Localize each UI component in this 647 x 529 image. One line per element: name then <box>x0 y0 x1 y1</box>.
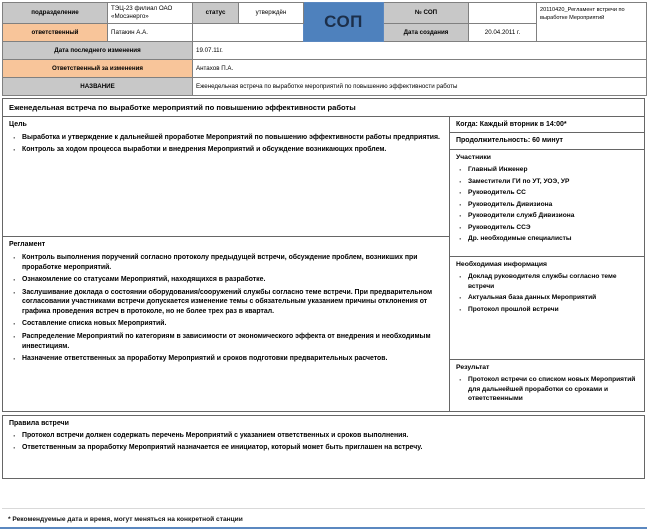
header-row-4 <box>3 60 647 78</box>
list-item: · Протокол встречи со списком новых Мероприятий для дальнейшей проработки со сроками и ответственными <box>456 375 638 404</box>
regulations-list <box>9 253 443 363</box>
participants-heading: Участники <box>456 153 491 161</box>
sop-badge-label: СОП <box>324 11 363 31</box>
change-responsible-label: Ответственный за изменения <box>3 60 193 78</box>
change-responsible-value: Антахов П.А. <box>193 60 647 78</box>
regulations-section <box>3 237 449 410</box>
list-item: · Назначение ответственных за проработку Мероприятий и сроков подготовки предварительных расчетов. <box>9 354 443 364</box>
status-label: статус <box>193 3 239 24</box>
goal-section <box>3 117 449 237</box>
department-label: подразделение <box>3 3 108 24</box>
meeting-duration: Продолжительность: 60 минут <box>450 133 644 149</box>
right-column <box>450 117 644 410</box>
list-item: · Контроль за ходом процесса выработки и внедрения Мероприятий и обсуждение возникающих проблем. <box>9 145 443 155</box>
list-item: · Доклад руководителя службы согласно теме встречи <box>456 272 638 291</box>
header-row-5 <box>3 78 647 96</box>
document-name-label: НАЗВАНИЕ <box>3 78 193 96</box>
meeting-rules-list <box>9 431 638 453</box>
list-item: · Руководители служб Дивизиона <box>456 211 638 221</box>
meeting-when: Когда: Каждый вторник в 14:00* <box>450 117 644 133</box>
document-name-value: Еженедельная встреча по выработке мероприятий по повышению эффективности работы <box>193 78 647 96</box>
header-row-1 <box>3 3 647 24</box>
creation-date-label: Дата создания <box>384 24 469 42</box>
document-header-table <box>2 2 647 96</box>
list-item: · Заслушивание доклада о состоянии оборудования/сооружений службы согласно теме встречи. При предварительном согласовании участниками встречи допускается изменение темы с обязательным указанием причины отклонения от графика проведения встреч в протоколе, но не более трех раз в квартал. <box>9 288 443 317</box>
list-item: · Руководитель СС <box>456 188 638 198</box>
responsible-value: Патакин А.А. <box>108 24 193 42</box>
list-item: · Выработка и утверждение к дальнейшей проработке Мероприятий по повышению эффективности работы предприятия. <box>9 133 443 143</box>
required-info-section <box>450 257 644 360</box>
list-item: · Руководитель Дивизиона <box>456 200 638 210</box>
footnote-text: * Рекомендуемые дата и время, могут меняться на конкретной станции <box>8 516 243 523</box>
required-info-list <box>456 272 638 314</box>
sop-number-value <box>469 3 537 24</box>
result-section <box>450 360 644 411</box>
sop-number-label: № СОП <box>384 3 469 24</box>
header-empty-cell <box>193 24 304 42</box>
responsible-label: ответственный <box>3 24 108 42</box>
list-item: · Заместители ГИ по УТ, УОЭ, УР <box>456 177 638 187</box>
status-value: утверждён <box>239 3 304 24</box>
list-item: · Контроль выполнения поручений согласно протоколу предыдущей встречи, обсуждение проблем, возникших при проработке мероприятий. <box>9 253 443 273</box>
result-heading: Результат <box>456 363 490 371</box>
bottom-divider <box>2 508 645 509</box>
last-change-label: Дата последнего изменения <box>3 42 193 60</box>
creation-date-value: 20.04.2011 г. <box>469 24 537 42</box>
list-item: · Др. необходимые специалисты <box>456 234 638 244</box>
list-item: · Протокол прошлой встречи <box>456 305 638 315</box>
body-columns <box>3 117 644 410</box>
list-item: · Ответственным за проработку Мероприятий назначается ее инициатор, который может быть приглашен на встречу. <box>9 443 638 453</box>
department-value: ТЭЦ-23 филиал ОАО «Мосэнерго» <box>108 3 193 24</box>
participants-section <box>450 150 644 257</box>
header-row-3 <box>3 42 647 60</box>
list-item: · Распределение Мероприятий по категориям в зависимости от экономического эффекта от внедрения и необходимым инвестициям. <box>9 332 443 352</box>
last-change-value: 19.07.11г. <box>193 42 647 60</box>
list-item: · Актуальная база данных Мероприятий <box>456 293 638 303</box>
list-item: · Главный Инженер <box>456 165 638 175</box>
meeting-rules-section <box>2 415 645 479</box>
list-item: · Ознакомление со статусами Мероприятий, находящихся в разработке. <box>9 275 443 285</box>
required-info-heading: Необходимая информация <box>456 260 548 268</box>
result-list <box>456 375 638 404</box>
list-item: · Руководитель ССЭ <box>456 223 638 233</box>
regulations-heading: Регламент <box>9 241 46 249</box>
goal-list <box>9 133 443 155</box>
sop-badge <box>304 3 384 42</box>
list-item: · Составление списка новых Мероприятий. <box>9 319 443 329</box>
left-column <box>3 117 450 410</box>
participants-list <box>456 165 638 244</box>
sop-body <box>2 98 645 411</box>
document-reference: 20110420_Регламент встречи по выработке Мероприятий <box>537 3 647 42</box>
goal-heading: Цель <box>9 121 27 129</box>
body-title: Еженедельная встреча по выработке мероприятий по повышению эффективности работы <box>3 99 644 117</box>
list-item: · Протокол встречи должен содержать перечень Мероприятий с указанием ответственных и сроков выполнения. <box>9 431 638 441</box>
meeting-rules-heading: Правила встречи <box>9 419 69 427</box>
